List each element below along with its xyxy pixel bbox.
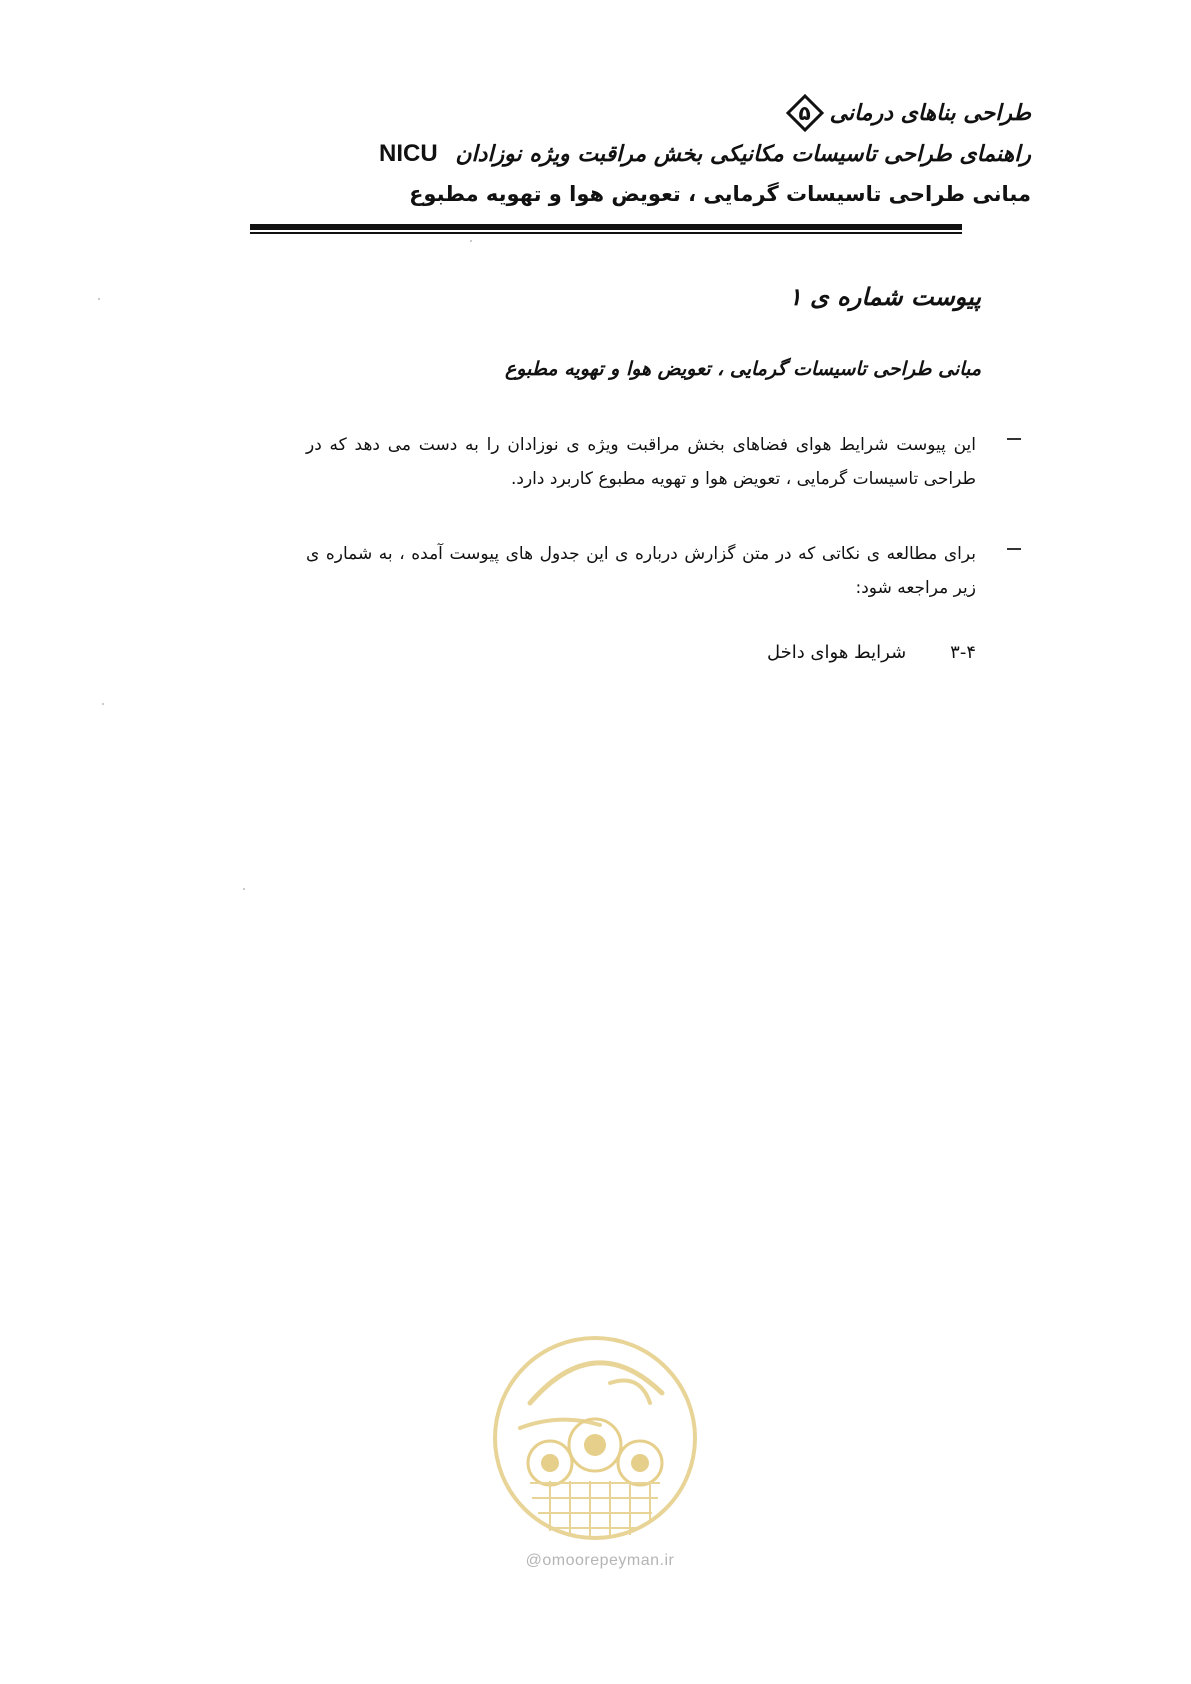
header-rule-thick <box>250 224 962 230</box>
section-title: مبانی طراحی تاسیسات گرمایی ، تعویض هوا و تهویه مطبوع <box>504 358 981 380</box>
watermark-site: @omoorepeyman.ir <box>525 1552 675 1569</box>
watermark-logo <box>490 1333 700 1543</box>
book-number-badge <box>786 94 824 132</box>
book-title-line <box>786 94 1031 132</box>
appendix-item: این پیوست شرایط هوای فضاهای بخش مراقبت ویژه ی نوزادان را به دست می دهد که در طراحی تاسیسات گرمایی ، تعویض هوا و تهویه مطبوع کاربرد دارد. <box>306 435 976 489</box>
scan-speck <box>470 240 472 242</box>
guide-title-line <box>379 140 1031 168</box>
guide-code: NICU <box>379 140 438 167</box>
chapter-title: مبانی طراحی تاسیسات گرمایی ، تعویض هوا و تهویه مطبوع <box>409 182 1031 206</box>
appendix-item: برای مطالعه ی نکاتی که در متن گزارش درباره ی این جدول های پیوست آمده ، به شماره ی زیر مراجعه شود: <box>306 544 976 598</box>
reference-label: شرایط هوای داخل <box>766 642 907 663</box>
scan-speck <box>98 298 100 300</box>
guide-title: راهنمای طراحی تاسیسات مکانیکی بخش مراقبت ویژه نوزادان <box>455 142 1031 167</box>
scan-speck <box>102 703 104 705</box>
scan-speck <box>243 888 245 890</box>
header-rule-thin <box>250 232 962 234</box>
reference-entry <box>767 642 976 663</box>
reference-number: ۳-۴ <box>950 642 976 663</box>
book-number: ۵ <box>798 101 811 125</box>
bullet-dash <box>1007 438 1021 440</box>
appendix-title: پیوست شماره ی ۱ <box>788 283 981 311</box>
book-title: طراحی بناهای درمانی <box>829 100 1031 126</box>
bullet-dash <box>1007 548 1021 550</box>
